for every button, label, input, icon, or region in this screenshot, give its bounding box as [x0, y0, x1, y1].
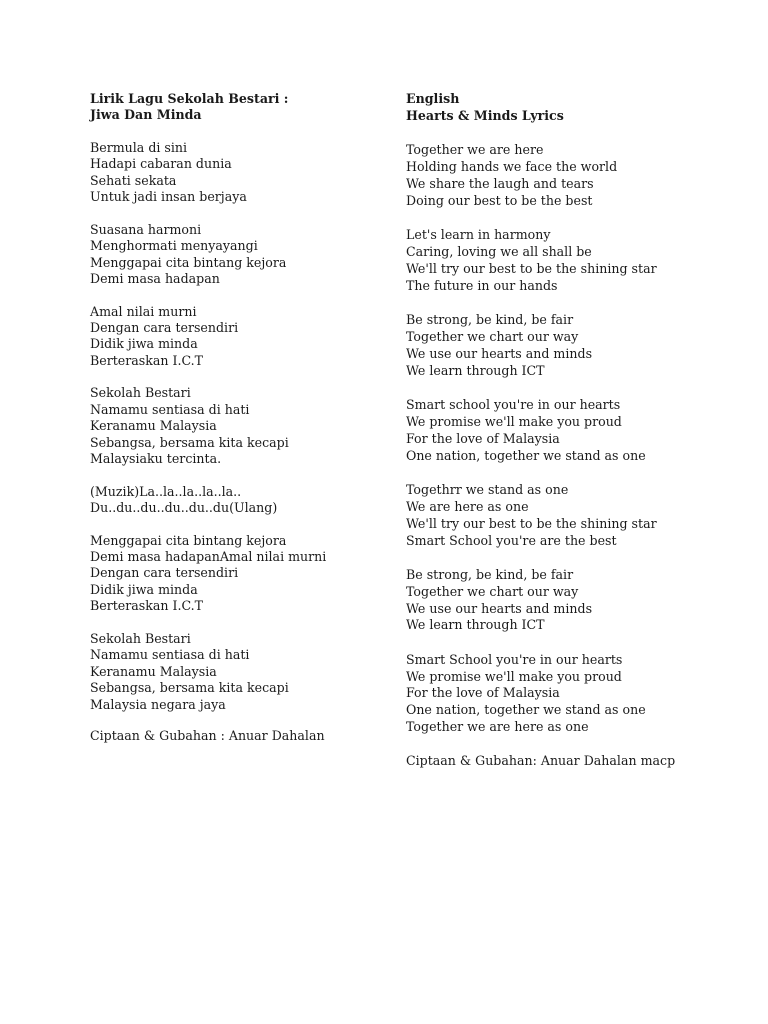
lyric-line: Sekolah Bestari [90, 630, 191, 646]
lyric-line: Dengan cara tersendiri [90, 320, 239, 336]
lyric-line: Smart School you're in our hearts [406, 651, 623, 667]
lyric-line: We are here as one [406, 498, 529, 514]
title-line: Jiwa Dan Minda [90, 107, 202, 123]
lyric-line: Malaysiaku tercinta. [90, 451, 222, 467]
lyric-line: Togethrr we stand as one [406, 481, 569, 497]
credit-block [406, 753, 746, 770]
lyric-line: Sehati sekata [90, 172, 177, 188]
lyric-line: Dengan cara tersendiri [90, 565, 239, 581]
lyric-line: Smart School you're are the best [406, 532, 617, 548]
lyric-line: Bermula di sini [90, 140, 188, 155]
stanza [406, 567, 746, 635]
lyric-line: Didik jiwa minda [90, 336, 198, 352]
stanza [90, 304, 380, 370]
lyric-line: Untuk jadi insan berjaya [90, 189, 247, 205]
lyric-line: Sebangsa, bersama kita kecapi [90, 680, 289, 696]
stanza [90, 631, 380, 713]
lyric-line: Namamu sentiasa di hati [90, 401, 250, 417]
lyric-line: Holding hands we face the world [406, 159, 618, 175]
lyric-line: One nation, together we stand as one [406, 447, 646, 463]
lyric-line: Demi masa hadapanAmal nilai murni [90, 549, 327, 565]
lyric-line: We'll try our best to be the shining star [406, 260, 657, 276]
lyric-line: Menggapai cita bintang kejora [90, 532, 287, 548]
stanza [90, 140, 380, 206]
stanza [90, 533, 380, 615]
lyric-line: We'll try our best to be the shining star [406, 515, 657, 531]
lyric-line: (Muzik)La..la..la..la..la.. [90, 483, 242, 499]
lyric-line: Suasana harmoni [90, 221, 202, 237]
stanza [406, 142, 746, 210]
malay-lyrics-title [90, 91, 380, 124]
composer-credit: Ciptaan & Gubahan : Anuar Dahalan [90, 727, 325, 743]
lyric-line: Didik jiwa minda [90, 581, 198, 597]
lyric-line: Let's learn in harmony [406, 227, 551, 243]
lyric-line: Berteraskan I.C.T [90, 352, 204, 368]
stanza [406, 312, 746, 380]
title-line: Lirik Lagu Sekolah Bestari : [90, 91, 289, 106]
lyric-line: Together we are here as one [406, 719, 589, 735]
lyric-line: For the love of Malaysia [406, 685, 560, 701]
lyric-line: Together we chart our way [406, 583, 579, 599]
lyric-line: Du..du..du..du..du..du(Ulang) [90, 500, 278, 516]
stanza [406, 227, 746, 295]
malay-lyrics-column [90, 91, 380, 744]
lyric-line: Amal nilai murni [90, 303, 197, 319]
english-lyrics-column [406, 91, 746, 770]
stanza [406, 652, 746, 737]
stanza [90, 484, 380, 517]
lyric-line: Sebangsa, bersama kita kecapi [90, 434, 289, 450]
lyric-line: Sekolah Bestari [90, 385, 191, 401]
lyric-line: Caring, loving we all shall be [406, 243, 592, 259]
lyric-line: Hadapi cabaran dunia [90, 156, 232, 172]
lyric-line: For the love of Malaysia [406, 430, 560, 446]
lyric-line: Malaysia negara jaya [90, 696, 226, 712]
stanza [406, 397, 746, 465]
stanza [406, 482, 746, 550]
lyric-line: We promise we'll make you proud [406, 668, 622, 684]
stanza [90, 385, 380, 467]
lyric-line: Keranamu Malaysia [90, 418, 217, 434]
lyric-line: One nation, together we stand as one [406, 702, 646, 718]
lyric-line: Namamu sentiasa di hati [90, 647, 250, 663]
title-line: Hearts & Minds Lyrics [406, 107, 564, 123]
lyric-line: Be strong, be kind, be fair [406, 566, 574, 582]
lyric-line: Together we are here [406, 142, 544, 158]
lyric-line: Menghormati menyayangi [90, 238, 258, 254]
lyric-line: Doing our best to be the best [406, 192, 593, 208]
english-lyrics-title [406, 91, 746, 125]
lyric-line: We learn through ICT [406, 362, 545, 378]
lyric-line: Menggapai cita bintang kejora [90, 254, 287, 270]
lyric-line: Demi masa hadapan [90, 271, 220, 287]
lyric-line: We use our hearts and minds [406, 600, 593, 616]
lyric-line: We share the laugh and tears [406, 175, 594, 191]
lyric-line: We learn through ICT [406, 617, 545, 633]
lyric-line: We use our hearts and minds [406, 345, 593, 361]
lyric-line: Together we chart our way [406, 328, 579, 344]
lyric-line: Keranamu Malaysia [90, 663, 217, 679]
lyric-line: We promise we'll make you proud [406, 413, 622, 429]
lyric-line: Smart school you're in our hearts [406, 396, 621, 412]
title-line: English [406, 91, 460, 106]
lyric-line: The future in our hands [406, 277, 558, 293]
lyric-line: Be strong, be kind, be fair [406, 311, 574, 327]
stanza [90, 222, 380, 288]
lyric-line: Berteraskan I.C.T [90, 598, 204, 614]
credit-block [90, 728, 380, 744]
composer-credit: Ciptaan & Gubahan: Anuar Dahalan macp [406, 753, 676, 769]
